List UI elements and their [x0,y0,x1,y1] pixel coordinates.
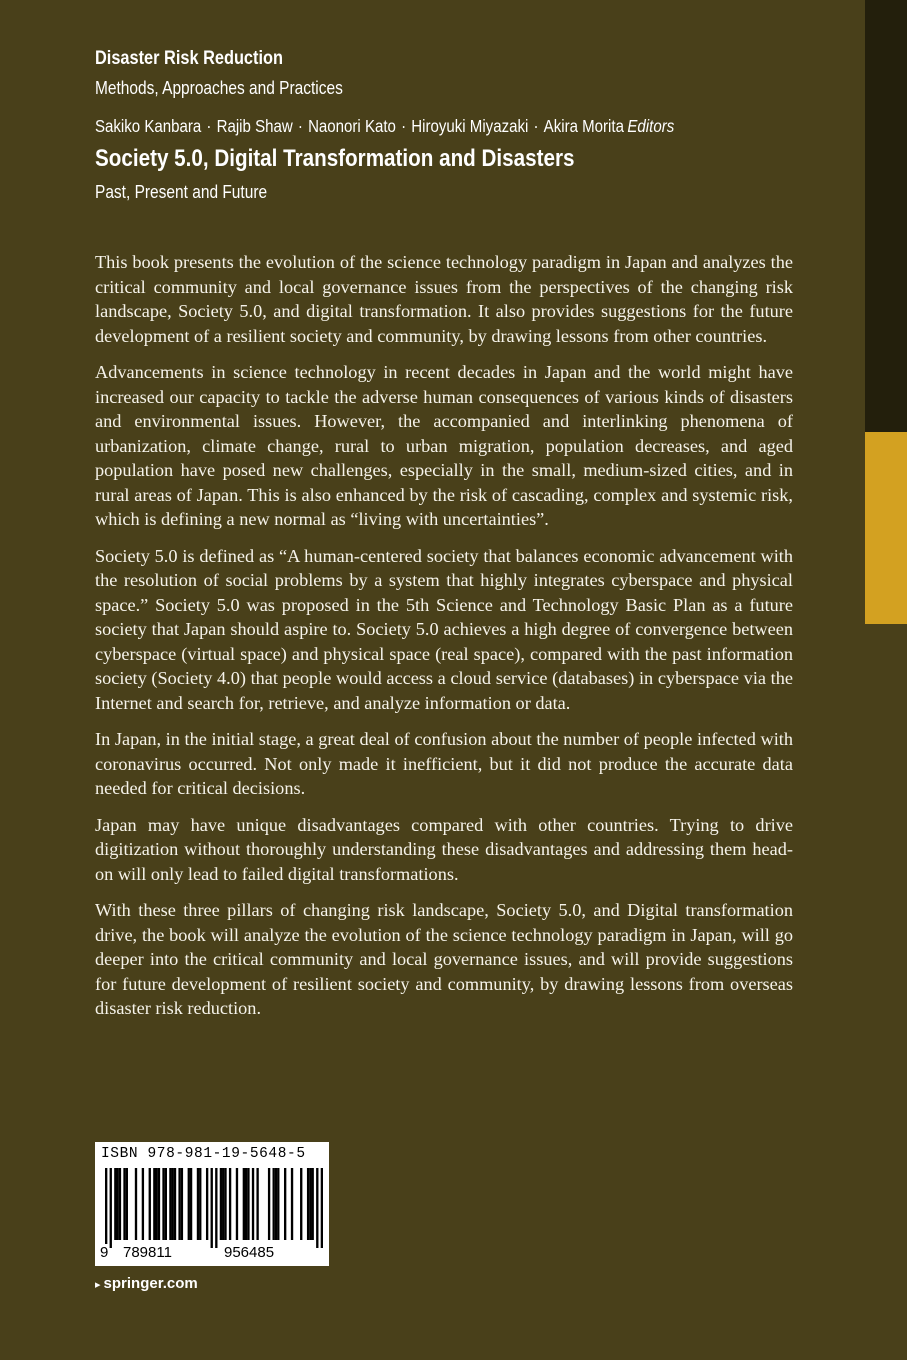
editor-name: Rajib Shaw [216,116,293,136]
editor-name: Sakiko Kanbara [95,116,202,136]
barcode-bar [169,1168,171,1240]
ean-digit-lead: 9 [100,1244,109,1261]
barcode-bar [153,1168,155,1240]
barcode-bar [291,1168,293,1240]
cover-header [95,46,731,204]
barcode-bar [275,1168,277,1240]
barcode-bar [309,1168,311,1240]
barcode-bar [307,1168,309,1240]
publisher-link[interactable] [95,1275,198,1292]
book-title: Society 5.0, Digital Transformation and Disasters [95,145,575,172]
barcode-bar [277,1168,279,1240]
blurb-paragraph: This book presents the evolution of the science technology paradigm in Japan and analyzes the critical community and local governance issues from the perspectives of the changing risk landscape, Society 5.0, and digital transformation. It also provides suggestions for the future development of a resilient society and community, by drawing lessons from other countries. [95,252,793,346]
barcode-bar [321,1168,323,1248]
barcode-bar [178,1168,180,1240]
editor-name: Hiroyuki Miyazaki [411,116,529,136]
barcode-bar [149,1168,151,1240]
editor-separator: · [401,116,407,136]
blurb-paragraph: In Japan, in the initial stage, a great deal of confusion about the number of people infected with coronavirus occurred. Not only made it inefficient, but it did not produce the accurate data needed for critical decisions. [95,729,793,798]
barcode-bar [142,1168,144,1240]
editor-separator: · [206,116,212,136]
blurb [95,250,793,1033]
barcode-bar [126,1168,128,1240]
barcode-bar [268,1168,270,1240]
blurb-paragraph: With these three pillars of changing risk landscape, Society 5.0, and Digital transformation drive, the book will analyze the evolution of the science technology paradigm in Japan, will go deeper into the critical community and local governance issues, and will provide suggestions for future development of resilient society and community, by drawing lessons from overseas disaster risk reduction. [95,900,793,1018]
barcode-bar [155,1168,157,1240]
barcode-bar [188,1168,190,1240]
spine-gold-band [865,432,907,624]
arrow-icon: ▸ [95,1279,101,1291]
barcode-bar [190,1168,192,1240]
editor-separator: · [297,116,303,136]
isbn-label: ISBN 978-981-19-5648-5 [101,1146,306,1162]
barcode-bar [300,1168,302,1240]
editor-separator: · [533,116,539,136]
barcode-bar [174,1168,176,1240]
barcode-bar [229,1168,231,1240]
barcode-bar [119,1168,121,1240]
blurb-paragraph: Japan may have unique disadvantages compared with other countries. Trying to drive digitization without thoroughly understanding these disadvantages and addressing them head-on will only lead to failed digital transformations. [95,814,793,884]
barcode-bar [236,1168,238,1240]
barcode-bar [105,1168,107,1248]
barcode-bar [116,1168,118,1240]
barcode-bar [197,1168,199,1240]
editors-line [95,114,731,138]
barcode-bar [135,1168,137,1240]
barcode-bars [105,1168,323,1248]
barcode-bar [172,1168,174,1240]
spine-dark-band [865,0,907,432]
editors-role: Editors [627,116,675,136]
isbn-barcode-box [95,1142,329,1266]
series-title: Disaster Risk Reduction [95,48,283,69]
editor-name: Akira Morita [543,116,624,136]
barcode-bar [312,1168,314,1240]
barcode-bar [245,1168,247,1240]
barcode-bar [222,1168,224,1240]
barcode-bar [284,1168,286,1240]
barcode-bar [243,1168,245,1240]
ean-digit-group-right: 956485 [224,1244,275,1261]
barcode-bar [256,1168,258,1240]
blurb-paragraph: Advancements in science technology in recent decades in Japan and the world might have increased our capacity to tackle the adverse human consequences of various kinds of disasters and environmental issues. However, the accompanied and interlinking phenomena of urbanization, climate change, rural to urban migration, population decreases, and aged population have posed new challenges, especially in the small, medium-sized cities, and in rural areas of Japan. This is also enhanced by the risk of cascading, complex and systemic risk, which is defining a new normal as “living with uncertainties”. [95,362,793,529]
barcode-bar [247,1168,249,1240]
barcode-bar [123,1168,125,1240]
barcode-bar [206,1168,208,1240]
barcode-bar [158,1168,160,1240]
series-subtitle: Methods, Approaches and Practices [95,78,343,98]
barcode-bar [252,1168,254,1240]
barcode-bar [215,1168,217,1248]
barcode-bar [181,1168,183,1240]
barcode-bar [165,1168,167,1240]
barcode-bar [114,1168,116,1240]
editor-name: Naonori Kato [308,116,396,136]
barcode-bar [224,1168,226,1240]
ean-digit-group-left: 789811 [123,1244,172,1261]
barcode-bar [162,1168,164,1240]
book-subtitle: Past, Present and Future [95,182,268,202]
barcode-bar [211,1168,213,1248]
blurb-paragraph: Society 5.0 is defined as “A human-centered society that balances economic advancement with the resolution of social problems by a system that highly integrates cyberspace and physical space.” Society 5.0 was proposed in the 5th Science and Technology Basic Plan as a future society that Japan should aspire to. Society 5.0 achieves a high degree of convergence between cyberspace (virtual space) and physical space (real space), compared with the past information society (Society 4.0) that people would access a cloud service (databases) in cyberspace via the Internet and search for, retrieve, and analyze information or data. [95,545,793,713]
barcode-bar [220,1168,222,1240]
barcode-bar [110,1168,112,1248]
barcode-bar [273,1168,275,1240]
publisher-url: springer.com [103,1275,198,1292]
barcode-bar [199,1168,201,1240]
barcode-bar [316,1168,318,1248]
